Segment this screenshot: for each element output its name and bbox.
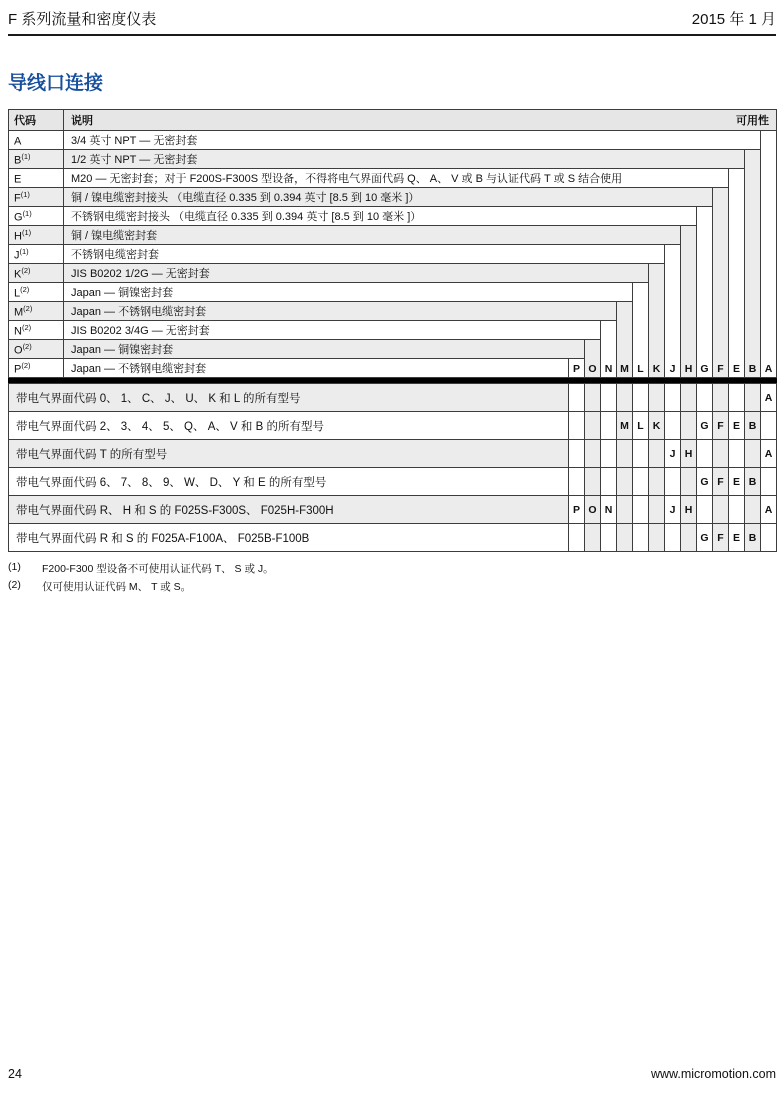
avail-cell-o: O: [585, 496, 601, 524]
availability-channel-g: G: [697, 207, 713, 378]
avail-cell-h: [681, 468, 697, 496]
header-desc-label: 说明: [71, 115, 93, 127]
avail-cell-n: [601, 384, 617, 412]
avail-cell-j: [665, 468, 681, 496]
avail-cell-g: G: [697, 524, 713, 552]
header-code-label: 代码: [9, 110, 64, 131]
desc-cell: Japan — 铜镍密封套: [64, 283, 633, 302]
code-cell: $K^{(2)}$: [9, 264, 64, 283]
code-cell: $H^{(1)}$: [9, 226, 64, 245]
desc-cell: Japan — 不锈钢电缆密封套: [64, 302, 617, 321]
avail-cell-g: [697, 496, 713, 524]
avail-cell-l: [633, 440, 649, 468]
availability-channel-f: F: [713, 188, 729, 378]
avail-cell-f: F: [713, 412, 729, 440]
avail-cell-f: [713, 496, 729, 524]
avail-cell-a: [761, 412, 777, 440]
availability-table: [8, 383, 777, 552]
page-number: 24: [8, 1067, 22, 1081]
availability-channel-m: M: [617, 302, 633, 378]
website-url: www.micromotion.com: [650, 1067, 776, 1081]
desc-cell: 3/4 英寸 NPT — 无密封套: [64, 131, 761, 150]
avail-cell-j: [665, 524, 681, 552]
footnotes: [8, 561, 776, 594]
avail-cell-b: [745, 384, 761, 412]
avail-cell-k: [649, 468, 665, 496]
avail-cell-m: [617, 496, 633, 524]
avail-cell-o: [585, 440, 601, 468]
avail-cell-g: G: [697, 468, 713, 496]
availability-channel-k: K: [649, 264, 665, 378]
code-cell: $M^{(2)}$: [9, 302, 64, 321]
avail-cell-l: [633, 468, 649, 496]
desc-cell: 铜 / 镍电缆密封套: [64, 226, 681, 245]
avail-desc: 带电气界面代码 6、 7、 8、 9、 W、 D、 Y 和 E 的所有型号: [9, 468, 569, 496]
avail-cell-p: [569, 524, 585, 552]
code-row-k: [9, 264, 777, 283]
avail-cell-o: [585, 412, 601, 440]
footnote-1: [8, 561, 776, 576]
avail-cell-f: [713, 440, 729, 468]
header-availability-label: 可用性: [736, 115, 769, 127]
avail-cell-j: J: [665, 440, 681, 468]
avail-cell-f: F: [713, 468, 729, 496]
avail-cell-h: H: [681, 440, 697, 468]
avail-cell-j: J: [665, 496, 681, 524]
avail-cell-j: [665, 384, 681, 412]
code-cell: $G^{(1)}$: [9, 207, 64, 226]
desc-cell: M20 — 无密封套；对于 F200S-F300S 型设备，不得将电气界面代码 Q、 A、 V 或 B 与认证代码 T 或 S 结合使用: [64, 169, 729, 188]
code-cell: E: [9, 169, 64, 188]
avail-cell-h: [681, 412, 697, 440]
avail-cell-n: N: [601, 496, 617, 524]
page-title: F 系列流量和密度仪表: [8, 11, 157, 28]
avail-cell-g: [697, 384, 713, 412]
footnote-1-label: (1): [8, 561, 21, 573]
avail-cell-m: [617, 384, 633, 412]
footnote-2-label: (2): [8, 579, 21, 591]
avail-cell-e: E: [729, 524, 745, 552]
avail-cell-p: [569, 440, 585, 468]
code-row-h: [9, 226, 777, 245]
avail-cell-h: H: [681, 496, 697, 524]
avail-cell-l: [633, 384, 649, 412]
desc-cell: 1/2 英寸 NPT — 无密封套: [64, 150, 745, 169]
avail-cell-e: [729, 384, 745, 412]
code-row-f: [9, 188, 777, 207]
code-cell: $L^{(2)}$: [9, 283, 64, 302]
avail-cell-j: [665, 412, 681, 440]
avail-cell-l: [633, 496, 649, 524]
conduit-code-table: [8, 109, 777, 378]
avail-cell-p: [569, 384, 585, 412]
code-cell: $B^{(1)}$: [9, 150, 64, 169]
page-date: 2015 年 1 月: [691, 11, 776, 28]
avail-cell-o: [585, 384, 601, 412]
avail-cell-b: B: [745, 524, 761, 552]
availability-channel-b: B: [745, 150, 761, 378]
avail-cell-g: G: [697, 412, 713, 440]
avail-cell-e: [729, 440, 745, 468]
avail-cell-f: F: [713, 524, 729, 552]
avail-desc: 带电气界面代码 0、 1、 C、 J、 U、 K 和 L 的所有型号: [9, 384, 569, 412]
avail-cell-b: B: [745, 412, 761, 440]
desc-cell: 不锈钢电缆密封接头 （电缆直径 0.335 到 0.394 英寸 [8.5 到 10 毫米 ]）: [64, 207, 697, 226]
code-row-g: [9, 207, 777, 226]
desc-cell: JIS B0202 3/4G — 无密封套: [64, 321, 601, 340]
avail-cell-a: [761, 468, 777, 496]
avail-cell-g: [697, 440, 713, 468]
code-cell: $P^{(2)}$: [9, 359, 64, 378]
avail-cell-l: L: [633, 412, 649, 440]
avail-cell-a: A: [761, 496, 777, 524]
avail-cell-n: [601, 524, 617, 552]
avail-cell-n: [601, 412, 617, 440]
avail-cell-n: [601, 468, 617, 496]
header-desc-cell: [64, 110, 777, 131]
avail-cell-k: [649, 440, 665, 468]
avail-cell-f: [713, 384, 729, 412]
avail-cell-h: [681, 524, 697, 552]
footnote-2: [8, 579, 776, 594]
footnote-1-text: F200-F300 型设备不可使用认证代码 T、 S 或 J。: [42, 563, 274, 575]
code-cell: $N^{(2)}$: [9, 321, 64, 340]
code-row-a: [9, 131, 777, 150]
code-cell: $O^{(2)}$: [9, 340, 64, 359]
code-row-e: [9, 169, 777, 188]
avail-cell-b: B: [745, 468, 761, 496]
availability-row: [9, 524, 777, 552]
avail-cell-p: [569, 412, 585, 440]
desc-cell: Japan — 铜镍密封套: [64, 340, 585, 359]
avail-cell-p: [569, 468, 585, 496]
running-footer: [8, 1067, 776, 1081]
avail-cell-a: [761, 524, 777, 552]
avail-cell-a: A: [761, 440, 777, 468]
avail-cell-l: [633, 524, 649, 552]
availability-row: [9, 440, 777, 468]
desc-cell: JIS B0202 1/2G — 无密封套: [64, 264, 649, 283]
table-header-row: [9, 110, 777, 131]
availability-channel-e: E: [729, 169, 745, 378]
avail-cell-e: E: [729, 468, 745, 496]
avail-cell-p: P: [569, 496, 585, 524]
availability-row: [9, 496, 777, 524]
avail-cell-k: [649, 496, 665, 524]
avail-cell-a: A: [761, 384, 777, 412]
avail-cell-o: [585, 468, 601, 496]
desc-cell: 铜 / 镍电缆密封接头 （电缆直径 0.335 到 0.394 英寸 [8.5 到 10 毫米 ]）: [64, 188, 713, 207]
availability-row: [9, 412, 777, 440]
code-row-b: [9, 150, 777, 169]
avail-cell-e: [729, 496, 745, 524]
avail-cell-k: [649, 384, 665, 412]
availability-channel-j: J: [665, 245, 681, 378]
avail-cell-m: [617, 440, 633, 468]
availability-channel-p: P: [569, 359, 585, 378]
avail-cell-b: [745, 496, 761, 524]
avail-cell-n: [601, 440, 617, 468]
code-row-j: [9, 245, 777, 264]
running-header: [8, 8, 776, 36]
avail-desc: 带电气界面代码 R、 H 和 S 的 F025S-F300S、 F025H-F300H: [9, 496, 569, 524]
avail-cell-b: [745, 440, 761, 468]
section-title: 导线口连接: [8, 73, 104, 94]
avail-desc: 带电气界面代码 R 和 S 的 F025A-F100A、 F025B-F100B: [9, 524, 569, 552]
avail-cell-o: [585, 524, 601, 552]
availability-row: [9, 384, 777, 412]
avail-cell-m: [617, 524, 633, 552]
availability-channel-n: N: [601, 321, 617, 378]
availability-channel-l: L: [633, 283, 649, 378]
avail-cell-h: [681, 384, 697, 412]
avail-cell-k: K: [649, 412, 665, 440]
avail-cell-e: E: [729, 412, 745, 440]
avail-cell-m: [617, 468, 633, 496]
desc-cell: 不锈钢电缆密封套: [64, 245, 665, 264]
avail-desc: 带电气界面代码 T 的所有型号: [9, 440, 569, 468]
availability-channel-o: O: [585, 340, 601, 378]
avail-desc: 带电气界面代码 2、 3、 4、 5、 Q、 A、 V 和 B 的所有型号: [9, 412, 569, 440]
code-cell: $F^{(1)}$: [9, 188, 64, 207]
availability-channel-h: H: [681, 226, 697, 378]
avail-cell-m: M: [617, 412, 633, 440]
avail-cell-k: [649, 524, 665, 552]
code-cell: $J^{(1)}$: [9, 245, 64, 264]
availability-row: [9, 468, 777, 496]
code-cell: A: [9, 131, 64, 150]
footnote-2-text: 仅可使用认证代码 M、 T 或 S。: [42, 581, 192, 593]
availability-channel-a: A: [761, 131, 777, 378]
desc-cell: Japan — 不锈钢电缆密封套: [64, 359, 569, 378]
